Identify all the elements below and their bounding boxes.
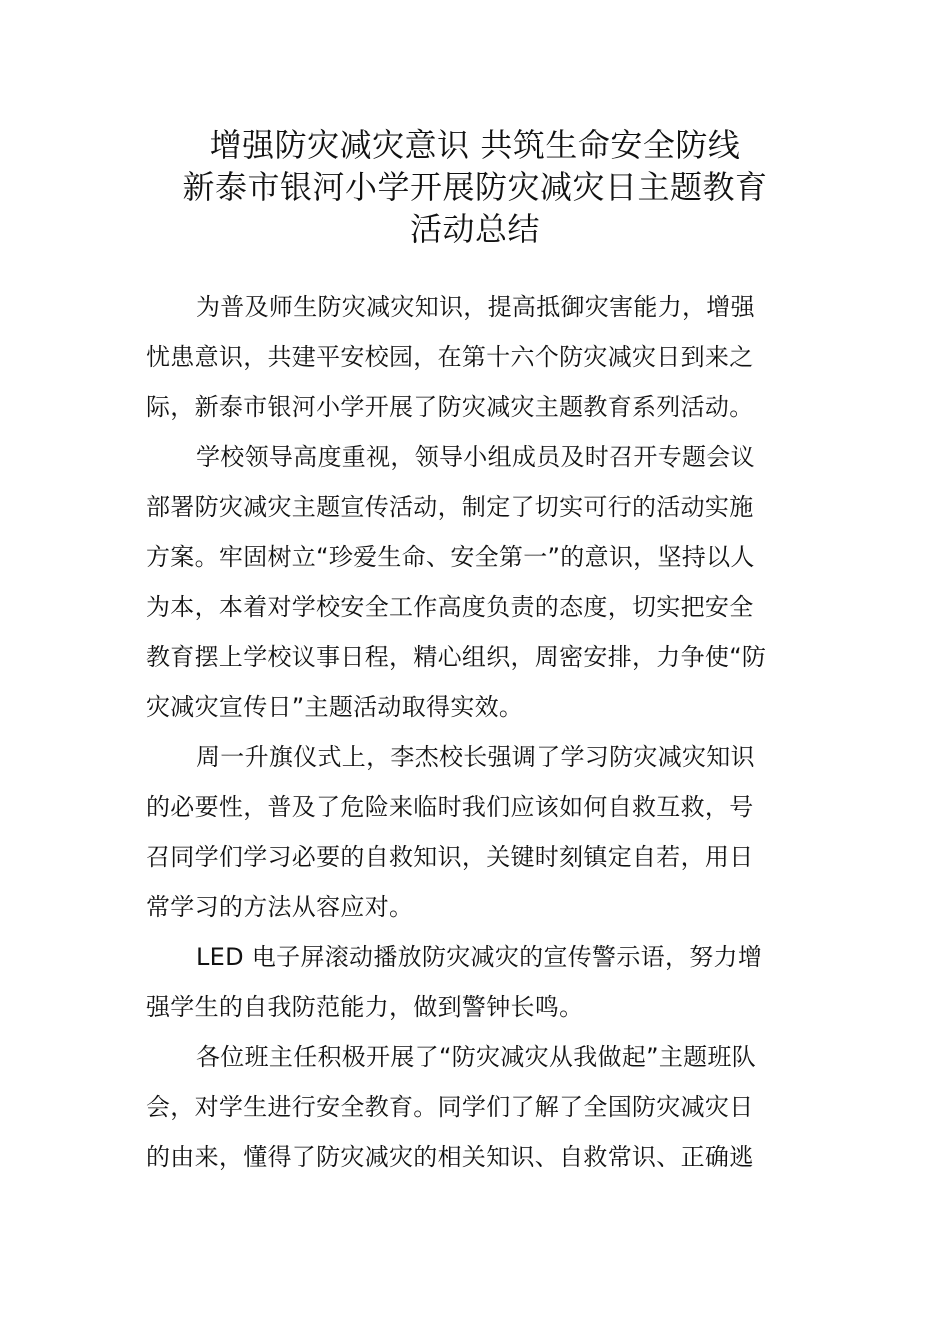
paragraph-line: 常学习的方法从容应对。 bbox=[146, 893, 414, 921]
paragraph-line: 的由来，懂得了防灾减灾的相关知识、自救常识、正确逃 bbox=[146, 1143, 754, 1171]
paragraph-line: 的必要性，普及了危险来临时我们应该如何自救互救，号 bbox=[146, 793, 754, 821]
paragraph-1 bbox=[146, 282, 816, 432]
paragraph-line: 强学生的自我防范能力，做到警钟长鸣。 bbox=[146, 993, 584, 1021]
paragraph-4 bbox=[146, 932, 816, 1032]
paragraph-line: 会，对学生进行安全教育。同学们了解了全国防灾减灾日 bbox=[146, 1093, 754, 1121]
paragraph-line: 部署防灾减灾主题宣传活动，制定了切实可行的活动实施 bbox=[146, 493, 754, 521]
paragraph-line: 为普及师生防灾减灾知识，提高抵御灾害能力，增强 bbox=[196, 293, 755, 321]
document-title bbox=[0, 124, 950, 250]
document-body bbox=[146, 282, 816, 1182]
paragraph-line: 学校领导高度重视，领导小组成员及时召开专题会议 bbox=[196, 443, 755, 471]
paragraph-line: LED 电子屏滚动播放防灾减灾的宣传警示语，努力增 bbox=[196, 943, 763, 971]
title-line: 增强防灾减灾意识 共筑生命安全防线 bbox=[209, 126, 741, 164]
paragraph-line: 教育摆上学校议事日程，精心组织，周密安排，力争使“防 bbox=[146, 643, 767, 671]
paragraph-line: 为本，本着对学校安全工作高度负责的态度，切实把安全 bbox=[146, 593, 754, 621]
paragraph-3 bbox=[146, 732, 816, 932]
paragraph-line: 各位班主任积极开展了“防灾减灾从我做起”主题班队 bbox=[196, 1043, 757, 1071]
title-line: 活动总结 bbox=[409, 210, 540, 248]
paragraph-line: 灾减灾宣传日”主题活动取得实效。 bbox=[146, 693, 524, 721]
paragraph-line: 忧患意识，共建平安校园，在第十六个防灾减灾日到来之 bbox=[146, 343, 754, 371]
paragraph-line: 际，新泰市银河小学开展了防灾减灾主题教育系列活动。 bbox=[146, 393, 754, 421]
paragraph-5 bbox=[146, 1032, 816, 1182]
title-line: 新泰市银河小学开展防灾减灾日主题教育 bbox=[182, 168, 768, 206]
paragraph-line: 周一升旗仪式上，李杰校长强调了学习防灾减灾知识 bbox=[196, 743, 755, 771]
paragraph-line: 召同学们学习必要的自救知识，关键时刻镇定自若，用日 bbox=[146, 843, 754, 871]
paragraph-line: 方案。牢固树立“珍爱生命、安全第一”的意识，坚持以人 bbox=[146, 543, 755, 571]
paragraph-2 bbox=[146, 432, 816, 732]
